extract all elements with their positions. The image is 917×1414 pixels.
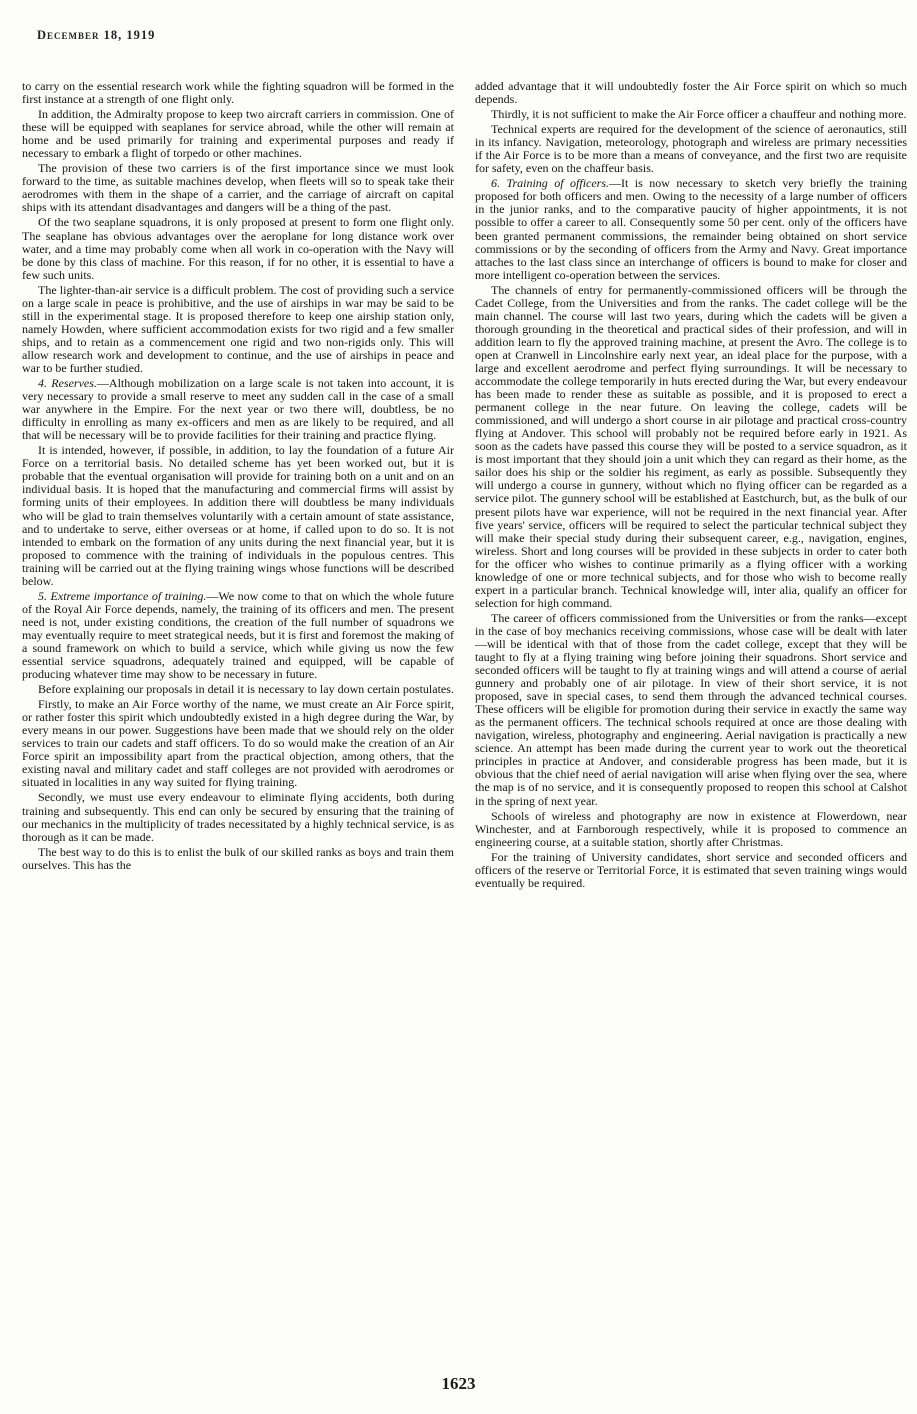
- running-header-date: December 18, 1919: [37, 28, 156, 42]
- paragraph: The provision of these two carriers is of the first importance since we must look forward to the time, as suitable machines develop, when fleets will so to speak take their aerodromes with them in the shape of a carrier, and the carriage of aircraft on capital ships with its attendant disadvantages and dangers will be a thing of the past.: [22, 161, 454, 215]
- section-paragraph-training: [22, 590, 454, 681]
- paragraph: added advantage that it will undoubtedly foster the Air Force spirit on which so much depends.: [475, 79, 907, 107]
- page-number: 1623: [441, 1374, 476, 1393]
- paragraph: The lighter-than-air service is a difficult problem. The cost of providing such a service on a large scale in peace is prohibitive, and the use of airships in war may be said to be still in the experimental stage. It is proposed therefore to keep one airship station only, namely Howden, where sufficient accommodation exists for two rigid and a few smaller ships, and to retain as a commencement one rigid and two non-rigids only. This will allow research work and development to continue, and the use of airships in peace and war to be further studied.: [22, 282, 454, 375]
- paragraph: For the training of University candidates, short service and seconded officers and officers of the reserve or Territorial Force, it is estimated that seven training wings would eventually be required.: [475, 849, 907, 890]
- section-heading: 5. Extreme importance of training.: [38, 588, 207, 603]
- paragraph: The best way to do this is to enlist the bulk of our skilled ranks as boys and train them ourselves. This has the: [22, 844, 454, 872]
- left-column: [22, 80, 454, 874]
- section-body: —Although mobilization on a large scale is not taken into account, it is very necessary to provide a small reserve to meet any sudden call in the case of a small war anywhere in the Empire. For the next year or two there will, doubtless, be no difficulty in enrolling as many ex-officers and men as are likely to be required, and all that will be necessary will be to provide facilities for their training and practice flying.: [22, 376, 454, 443]
- paragraph: In addition, the Admiralty propose to keep two aircraft carriers in commission. One of these will be equipped with seaplanes for service abroad, while the other will remain at home and be used primarily for training and experimental purposes and ready if necessary to embark a flight of torpedo or other machines.: [22, 107, 454, 161]
- section-paragraph-reserves: [22, 377, 454, 442]
- paragraph: Thirdly, it is not sufficient to make the Air Force officer a chauffeur and nothing more.: [491, 107, 907, 122]
- paragraph: The career of officers commissioned from the Universities or from the ranks—except in the case of boy mechanics receiving commissions, whose case will be dealt with later—will be identical with that of those from the cadet college, except that they will be taught to fly at a flying training wing before joining their squadrons. Short service and seconded officers will be taught to fly at training wings and will attend a course of aerial gunnery and probably one of air pilotage. In view of their short service, it is not proposed, save in special cases, to send them through the advanced technical courses. These officers will be eligible for promotion during their service in exactly the same way as the permanent officers. The technical schools required at once are those dealing with navigation, wireless, photography and engineering. Aerial navigation is practically a new science. An attempt has been made during the current year to work out the theoretical principles in practice at Andover, and considerable progress has been made, but it is obvious that the chief need of aerial navigation will arise when flying over the sea, where the map is of no service, and it is consequently proposed to reopen this school at Calshot in the spring of next year.: [475, 610, 907, 808]
- section-heading: 4. Reserves.: [38, 376, 97, 391]
- section-heading: 6. Training of officers.: [491, 176, 610, 191]
- section-paragraph-training-of-officers: [475, 177, 907, 281]
- paragraph: Schools of wireless and photography are now in existence at Flowerdown, near Winchester, and at Farnborough respectively, while it is proposed to commence an engineering course, at a suitable station, shortly after Christmas.: [475, 808, 907, 849]
- paragraph: Before explaining our proposals in detail it is necessary to lay down certain postulates.: [38, 682, 454, 697]
- paragraph: Of the two seaplane squadrons, it is only proposed at present to form one flight only. The seaplane has obvious advantages over the aeroplane for long distance work over water, and a time may probably come when all work in co-operation with the Navy will be done by this class of machine. For this reason, if for no other, it is essential to have a few such units.: [22, 215, 454, 282]
- section-body: —We now come to that on which the whole future of the Royal Air Force depends, namely, the training of its officers and men. The present need is not, under existing conditions, the creation of the full number of squadrons we may eventually require to meet strategical needs, but it is first and foremost the making of a sound framework on which to build a service, which while giving us now the few essential service squadrons, adequately trained and equipped, will be capable of producing whatever time may show to be necessary in future.: [22, 588, 454, 682]
- right-column: [475, 80, 907, 892]
- paragraph: to carry on the essential research work while the fighting squadron will be formed in the first instance at a strength of one flight only.: [22, 79, 454, 107]
- paragraph: It is intended, however, if possible, in addition, to lay the foundation of a future Air Force on a territorial basis. No detailed scheme has yet been worked out, but it is probable that the eventual organisation will provide for training both on a unit and on an individual basis. It is hoped that the manufacturing and commercial firms will assist by forming units of their employees. In addition there will doubtless be many individuals who will be glad to train themselves voluntarily with a certain amount of state assistance, and to undertake to serve, either overseas or at home, if called upon to do so. It is not intended to embark on the formation of any units during the next financial year, but it is proposed to commence with the training of individuals in the populous centres. This training will be carried out at the flying training wings whose functions will be described below.: [22, 443, 454, 588]
- section-body: —It is now necessary to sketch very briefly the training proposed for both officers and men. Owing to the necessity of a large number of officers in the junior ranks, and to the comparative paucity of higher appointments, it is not possible to offer a career to all. Consequently some 50 per cent. only of the officers have been granted permanent commissions, the remainder being obtained on short service commissions or by the seconding of officers from the Army and Navy. Great importance attaches to the last class since an interchange of officers is bound to make for closer and more intelligent co-operation between the services.: [475, 176, 907, 282]
- paragraph: Firstly, to make an Air Force worthy of the name, we must create an Air Force spirit, or rather foster this spirit which undoubtedly existed in a high degree during the War, by every means in our power. Suggestions have been made that we should rely on the older services to train our cadets and staff officers. To do so would make the creation of an Air Force spirit an impossibility apart from the practical objection, among others, that the existing naval and military cadet and staff colleges are not provided with aerodromes or situated in localities in any way suited for flying training.: [22, 697, 454, 790]
- paragraph: Technical experts are required for the development of the science of aeronautics, still in its infancy. Navigation, meteorology, photograph and wireless are primary necessities if the Air Force is to be more than a means of conveyance, and the first two are requisite for safety, even on the chaffeur basis.: [475, 122, 907, 176]
- paragraph: The channels of entry for permanently-commissioned officers will be through the Cadet College, from the Universities and from the ranks. The cadet college will be the main channel. The course will last two years, during which the cadets will be given a thorough grounding in the theoretical and practical sides of their profession, and will in addition learn to fly the approved training machine, at present the Avro. The college is to open at Cranwell in Lincolnshire early next year, an ideal place for the purpose, with a large and excellent aerodrome and perfect flying surroundings. It will be necessary to accommodate the college temporarily in huts erected during the War, but every endeavour has been made to render these as suitable as possible, and it is proposed to erect a permanent college in the near future. On leaving the college, cadets will be commissioned, and will undergo a short course in air pilotage and practical cross-country flying at Andover. This school will probably not be required before early in 1921. As soon as the cadets have passed this course they will be posted to a service squadron, as it is most important that they should join a unit which they can regard as their home, as the sailor does his ship or the soldier his regiment, as early as possible. Subsequently they will undergo a course in gunnery, without which no flying officer can be regarded as a service pilot. The gunnery school will be established at Eastchurch, but, as the bulk of our present pilots have war experience, will not be required in the next financial year. After five years' service, officers will be required to select the particular technical subject they will make their special study during their subsequent career, e.g., navigation, engines, wireless. Short and long courses will be provided in these subjects in order to cater both for the officer who wishes to continue primarily as a flying officer with a working knowledge of one or more technical subjects, and for those who wish to become really expert in a particular branch. Technical knowledge will, inter alia, qualify an officer for selection for high command.: [475, 282, 907, 610]
- paragraph: Secondly, we must use every endeavour to eliminate flying accidents, both during training and subsequently. This end can only be secured by ensuring that the training of our mechanics in the multiplicity of trades necessitated by a highly technical service, is as thorough as it can be made.: [22, 790, 454, 844]
